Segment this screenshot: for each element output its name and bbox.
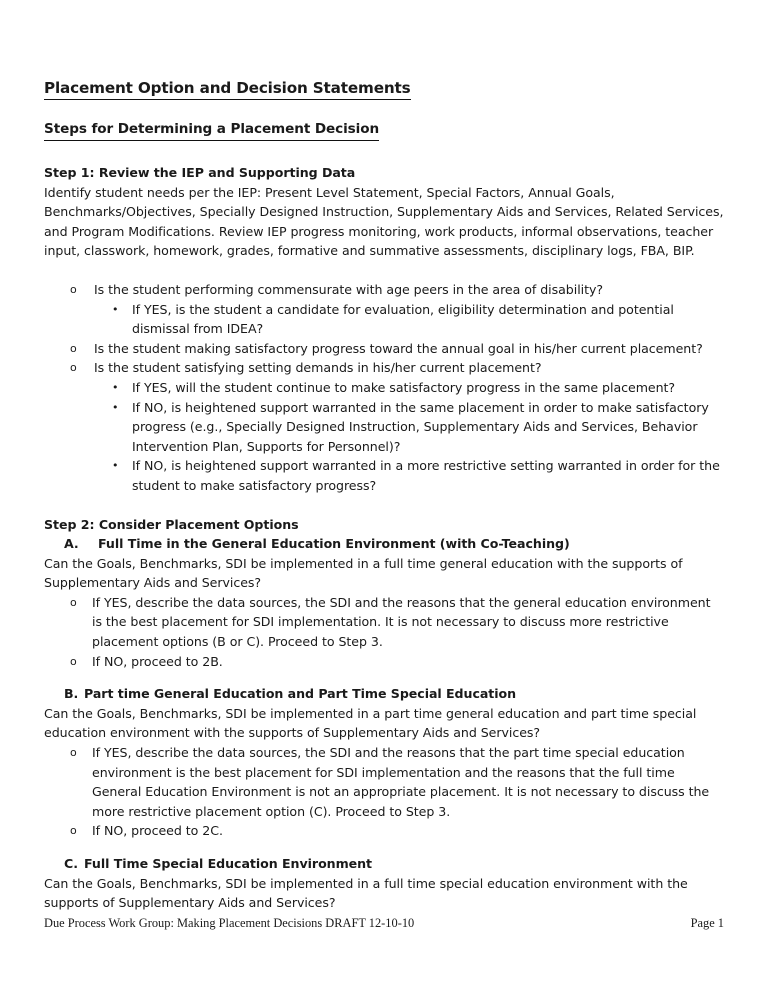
option-a-paragraph: Can the Goals, Benchmarks, SDI be implemented in a full time general education with the supports of Supplementary Aids and Services? xyxy=(44,555,683,591)
page-title-row xyxy=(44,78,724,100)
list-item xyxy=(44,280,724,339)
list-item-text: If YES, is the student a candidate for evaluation, eligibility determination and potential dismissal from IDEA? xyxy=(132,301,674,337)
option-b-list xyxy=(44,743,724,841)
hollow-bullet-icon: o xyxy=(70,361,77,375)
step1-q3-sublist xyxy=(94,378,724,496)
option-b-heading xyxy=(44,684,724,704)
step1-q1-sublist xyxy=(94,300,724,339)
hollow-bullet-icon: o xyxy=(70,595,77,609)
list-item-text: If NO, proceed to 2C. xyxy=(92,823,223,839)
spacer xyxy=(44,841,724,854)
list-item-text: If YES, describe the data sources, the SDI and the reasons that the general education environment is the best placement for SDI implementation. It is not necessary to discuss more restrictive placement options (B or C). Proceed to Step 3. xyxy=(92,594,711,650)
step1-question-list xyxy=(44,280,724,496)
list-item xyxy=(94,398,724,457)
option-c-title: Full Time Special Education Environment xyxy=(84,856,373,871)
hollow-bullet-icon: o xyxy=(70,746,77,760)
list-item xyxy=(44,821,724,841)
list-item xyxy=(44,652,724,672)
list-item xyxy=(94,300,724,339)
filled-bullet-icon: • xyxy=(112,380,119,394)
option-b-paragraph: Can the Goals, Benchmarks, SDI be implemented in a part time general education and part time special education environment with the supports of Supplementary Aids and Services? xyxy=(44,705,697,741)
list-item-text: If NO, is heightened support warranted in a more restrictive setting warranted in order for the student to make satisfactory progress? xyxy=(132,458,720,493)
spacer xyxy=(44,496,724,515)
list-item xyxy=(94,378,724,398)
option-b-title: Part time General Education and Part Time Special Education xyxy=(84,686,517,702)
list-item-text: Is the student performing commensurate with age peers in the area of disability? xyxy=(94,281,604,297)
hollow-bullet-icon: o xyxy=(70,654,77,668)
filled-bullet-icon: • xyxy=(112,302,119,316)
list-item-text: If YES, describe the data sources, the SDI and the reasons that the part time special education environment is the best placement for SDI implementation and the reasons that the full time General Education Environment is not an appropriate placement. It is not necessary to discuss the more restrictive placement option (C). Proceed to Step 3. xyxy=(92,745,710,819)
list-item xyxy=(94,456,724,495)
list-item-text: If NO, is heightened support warranted in the same placement in order to make satisfactory progress (e.g., Specially Designed Instruction, Supplementary Aids and Services, Behavior Intervention Plan, Supports for Personnel)? xyxy=(132,399,709,454)
option-a-letter: A. xyxy=(64,536,79,552)
list-item-text: Is the student satisfying setting demands in his/her current placement? xyxy=(94,360,542,376)
list-item xyxy=(44,339,724,359)
spacer xyxy=(44,261,724,280)
step1-heading: Step 1: Review the IEP and Supporting Data xyxy=(44,165,356,180)
hollow-bullet-icon: o xyxy=(70,341,77,355)
page-title: Placement Option and Decision Statements xyxy=(44,78,411,100)
hollow-bullet-icon: o xyxy=(70,824,77,838)
page-subtitle-row xyxy=(44,118,724,141)
option-c-paragraph: Can the Goals, Benchmarks, SDI be implemented in a full time special education environment with the supports of Supplementary Aids and Services? xyxy=(44,875,688,911)
filled-bullet-icon: • xyxy=(112,459,119,473)
option-a-list xyxy=(44,593,724,671)
footer-left-text: Due Process Work Group: Making Placement Decisions DRAFT 12-10-10 xyxy=(44,916,415,930)
document-body xyxy=(44,78,724,913)
step1-paragraph: Identify student needs per the IEP: Present Level Statement, Special Factors, Annual Goals, Benchmarks/Objectives, Specially Designed Instruction, Supplementary Aids and Services, Related Services, and Program Modifications. Review IEP progress monitoring, work products, informal observations, teacher input, classwork, homework, grades, formative and summative assessments, disciplinary logs, FBA, BIP. xyxy=(44,184,724,259)
list-item xyxy=(44,743,724,821)
list-item xyxy=(44,358,724,495)
page-footer xyxy=(44,915,724,931)
page-subtitle: Steps for Determining a Placement Decision xyxy=(44,120,379,141)
option-a-heading xyxy=(44,534,724,554)
option-c-letter: C. xyxy=(64,856,78,871)
option-b-letter: B. xyxy=(64,686,79,702)
list-item-text: If YES, will the student continue to make satisfactory progress in the same placement? xyxy=(132,379,676,395)
option-c-heading xyxy=(44,854,724,874)
spacer xyxy=(44,671,724,684)
option-a-title: Full Time in the General Education Environment (with Co-Teaching) xyxy=(98,536,570,552)
hollow-bullet-icon: o xyxy=(70,282,77,296)
list-item xyxy=(44,593,724,652)
footer-page-number: Page 1 xyxy=(690,916,724,930)
step2-heading: Step 2: Consider Placement Options xyxy=(44,516,299,532)
filled-bullet-icon: • xyxy=(112,400,119,414)
list-item-text: If NO, proceed to 2B. xyxy=(92,653,223,669)
list-item-text: Is the student making satisfactory progress toward the annual goal in his/her current placement? xyxy=(94,340,703,356)
